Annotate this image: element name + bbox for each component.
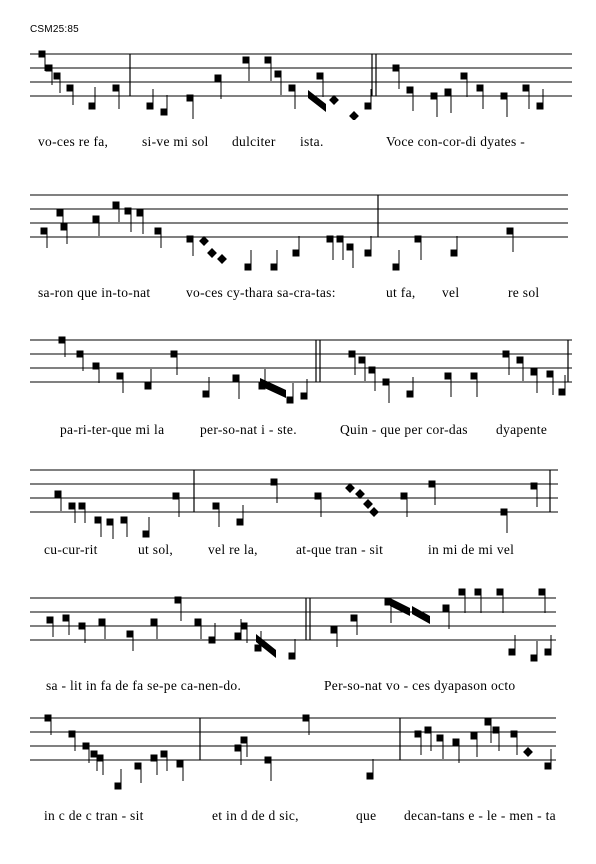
square-note bbox=[245, 264, 252, 271]
square-note bbox=[117, 373, 124, 380]
diamond-note bbox=[217, 254, 227, 264]
lyric-line-6 bbox=[0, 808, 596, 826]
square-note bbox=[241, 623, 248, 630]
square-note bbox=[215, 75, 222, 82]
staff-1 bbox=[0, 48, 596, 120]
square-note bbox=[531, 369, 538, 376]
square-note bbox=[235, 633, 242, 640]
square-note bbox=[113, 85, 120, 92]
lyric-segment: ut sol, bbox=[138, 542, 174, 557]
square-note bbox=[93, 216, 100, 223]
square-note bbox=[125, 208, 132, 215]
square-note bbox=[351, 615, 358, 622]
lyric-segment: sa-ron que in-to-nat bbox=[38, 285, 151, 300]
square-note bbox=[431, 93, 438, 100]
square-note bbox=[471, 373, 478, 380]
lyric-segment: si-ve mi sol bbox=[142, 134, 209, 149]
square-note bbox=[415, 236, 422, 243]
square-note bbox=[57, 210, 64, 217]
square-note bbox=[77, 351, 84, 358]
square-note bbox=[89, 103, 96, 110]
square-note bbox=[41, 228, 48, 235]
square-note bbox=[539, 589, 546, 596]
square-note bbox=[137, 210, 144, 217]
square-note bbox=[443, 605, 450, 612]
square-note bbox=[501, 509, 508, 516]
square-note bbox=[63, 615, 70, 622]
square-note bbox=[559, 389, 566, 396]
square-note bbox=[187, 95, 194, 102]
square-note bbox=[445, 373, 452, 380]
ligature-neume bbox=[390, 598, 410, 616]
square-note bbox=[61, 224, 68, 231]
source-reference: CSM25:85 bbox=[30, 24, 79, 35]
square-note bbox=[503, 351, 510, 358]
square-note bbox=[203, 391, 210, 398]
square-note bbox=[327, 236, 334, 243]
square-note bbox=[209, 637, 216, 644]
square-note bbox=[293, 250, 300, 257]
staff-3 bbox=[0, 322, 596, 412]
square-note bbox=[401, 493, 408, 500]
square-note bbox=[271, 479, 278, 486]
lyric-segment: decan-tans e - le - men - ta bbox=[404, 808, 556, 823]
square-note bbox=[45, 715, 52, 722]
square-note bbox=[451, 250, 458, 257]
square-note bbox=[367, 773, 374, 780]
square-note bbox=[337, 236, 344, 243]
square-note bbox=[507, 228, 514, 235]
staff-6 bbox=[0, 708, 596, 798]
square-note bbox=[425, 727, 432, 734]
lyric-segment: in mi de mi vel bbox=[428, 542, 515, 557]
square-note bbox=[289, 653, 296, 660]
square-note bbox=[143, 531, 150, 538]
lyric-line-2 bbox=[0, 285, 596, 303]
square-note bbox=[437, 735, 444, 742]
square-note bbox=[271, 264, 278, 271]
square-note bbox=[121, 517, 128, 524]
square-note bbox=[265, 757, 272, 764]
square-note bbox=[161, 751, 168, 758]
lyric-segment: vo-ces cy-thara sa-cra-tas: bbox=[186, 285, 336, 300]
square-note bbox=[69, 731, 76, 738]
square-note bbox=[545, 649, 552, 656]
square-note bbox=[79, 623, 86, 630]
square-note bbox=[151, 755, 158, 762]
diamond-note bbox=[207, 248, 217, 258]
square-note bbox=[173, 493, 180, 500]
square-note bbox=[453, 739, 460, 746]
lyric-segment: dyapente bbox=[496, 422, 548, 437]
square-note bbox=[127, 631, 134, 638]
square-note bbox=[523, 85, 530, 92]
lyric-segment: sa - lit in fa de fa se-pe ca-nen-do. bbox=[46, 678, 242, 693]
square-note bbox=[145, 383, 152, 390]
square-note bbox=[393, 264, 400, 271]
square-note bbox=[91, 751, 98, 758]
square-note bbox=[331, 627, 338, 634]
lyric-segment: in c de c tran - sit bbox=[44, 808, 144, 823]
square-note bbox=[531, 483, 538, 490]
square-note bbox=[317, 73, 324, 80]
diamond-note bbox=[199, 236, 209, 246]
lyric-segment: per-so-nat i - ste. bbox=[200, 422, 297, 437]
square-note bbox=[471, 733, 478, 740]
square-note bbox=[537, 103, 544, 110]
square-note bbox=[161, 109, 168, 116]
square-note bbox=[501, 93, 508, 100]
square-note bbox=[213, 503, 220, 510]
lyric-segment: que bbox=[356, 808, 377, 823]
square-note bbox=[79, 503, 86, 510]
square-note bbox=[233, 375, 240, 382]
square-note bbox=[349, 351, 356, 358]
square-note bbox=[237, 519, 244, 526]
diamond-note bbox=[369, 507, 379, 517]
lyric-segment: Quin - que per cor-das bbox=[340, 422, 468, 437]
lyric-line-5 bbox=[0, 678, 596, 696]
square-note bbox=[195, 619, 202, 626]
square-note bbox=[301, 393, 308, 400]
square-note bbox=[393, 65, 400, 72]
square-note bbox=[113, 202, 120, 209]
lyric-line-1 bbox=[0, 134, 596, 152]
square-note bbox=[303, 715, 310, 722]
square-note bbox=[497, 589, 504, 596]
lyric-segment: Voce con-cor-di dyates - bbox=[386, 134, 526, 149]
square-note bbox=[46, 65, 53, 72]
square-note bbox=[171, 351, 178, 358]
square-note bbox=[93, 363, 100, 370]
square-note bbox=[369, 367, 376, 374]
staff-2 bbox=[0, 187, 596, 277]
square-note bbox=[477, 85, 484, 92]
square-note bbox=[235, 745, 242, 752]
square-note bbox=[97, 755, 104, 762]
square-note bbox=[493, 727, 500, 734]
square-note bbox=[407, 391, 414, 398]
square-note bbox=[289, 85, 296, 92]
square-note bbox=[315, 493, 322, 500]
diamond-note bbox=[345, 483, 355, 493]
square-note bbox=[59, 337, 66, 344]
square-note bbox=[147, 103, 154, 110]
square-note bbox=[265, 57, 272, 64]
square-note bbox=[545, 763, 552, 770]
square-note bbox=[461, 73, 468, 80]
lyric-segment: Per-so-nat vo - ces dyapason octo bbox=[324, 678, 516, 693]
square-note bbox=[287, 397, 294, 404]
square-note bbox=[175, 597, 182, 604]
diamond-note bbox=[523, 747, 533, 757]
square-note bbox=[243, 57, 250, 64]
diamond-note bbox=[355, 489, 365, 499]
square-note bbox=[517, 357, 524, 364]
lyric-segment: vel bbox=[442, 285, 460, 300]
lyric-segment: ista. bbox=[300, 134, 324, 149]
square-note bbox=[39, 51, 46, 58]
staff-4 bbox=[0, 462, 596, 542]
square-note bbox=[95, 517, 102, 524]
lyric-segment: cu-cur-rit bbox=[44, 542, 98, 557]
square-note bbox=[55, 491, 62, 498]
square-note bbox=[511, 731, 518, 738]
square-note bbox=[445, 89, 452, 96]
square-note bbox=[429, 481, 436, 488]
square-note bbox=[107, 519, 114, 526]
square-note bbox=[359, 357, 366, 364]
diamond-note bbox=[329, 95, 339, 105]
square-note bbox=[485, 719, 492, 726]
square-note bbox=[155, 228, 162, 235]
square-note bbox=[187, 236, 194, 243]
square-note bbox=[383, 379, 390, 386]
square-note bbox=[365, 250, 372, 257]
lyric-segment: at-que tran - sit bbox=[296, 542, 384, 557]
square-note bbox=[69, 503, 76, 510]
lyric-line-4 bbox=[0, 542, 596, 560]
ligature-neume bbox=[412, 606, 430, 624]
square-note bbox=[47, 617, 54, 624]
staff-5 bbox=[0, 578, 596, 673]
square-note bbox=[177, 761, 184, 768]
lyric-segment: re sol bbox=[508, 285, 540, 300]
square-note bbox=[99, 619, 106, 626]
square-note bbox=[275, 71, 282, 78]
square-note bbox=[509, 649, 516, 656]
square-note bbox=[407, 87, 414, 94]
square-note bbox=[83, 743, 90, 750]
square-note bbox=[151, 619, 158, 626]
square-note bbox=[415, 731, 422, 738]
square-note bbox=[115, 783, 122, 790]
lyric-segment: et in d de d sic, bbox=[212, 808, 299, 823]
square-note bbox=[531, 655, 538, 662]
lyric-segment: ut fa, bbox=[386, 285, 416, 300]
square-note bbox=[241, 737, 248, 744]
diamond-note bbox=[349, 111, 359, 120]
square-note bbox=[347, 244, 354, 251]
square-note bbox=[459, 589, 466, 596]
square-note bbox=[54, 73, 61, 80]
square-note bbox=[135, 763, 142, 770]
lyric-segment: vo-ces re fa, bbox=[38, 134, 109, 149]
square-note bbox=[365, 103, 372, 110]
square-note bbox=[67, 85, 74, 92]
lyric-segment: vel re la, bbox=[208, 542, 258, 557]
lyric-segment: pa-ri-ter-que mi la bbox=[60, 422, 165, 437]
square-note bbox=[547, 371, 554, 378]
lyric-segment: dulciter bbox=[232, 134, 276, 149]
diamond-note bbox=[363, 499, 373, 509]
lyric-line-3 bbox=[0, 422, 596, 440]
square-note bbox=[475, 589, 482, 596]
